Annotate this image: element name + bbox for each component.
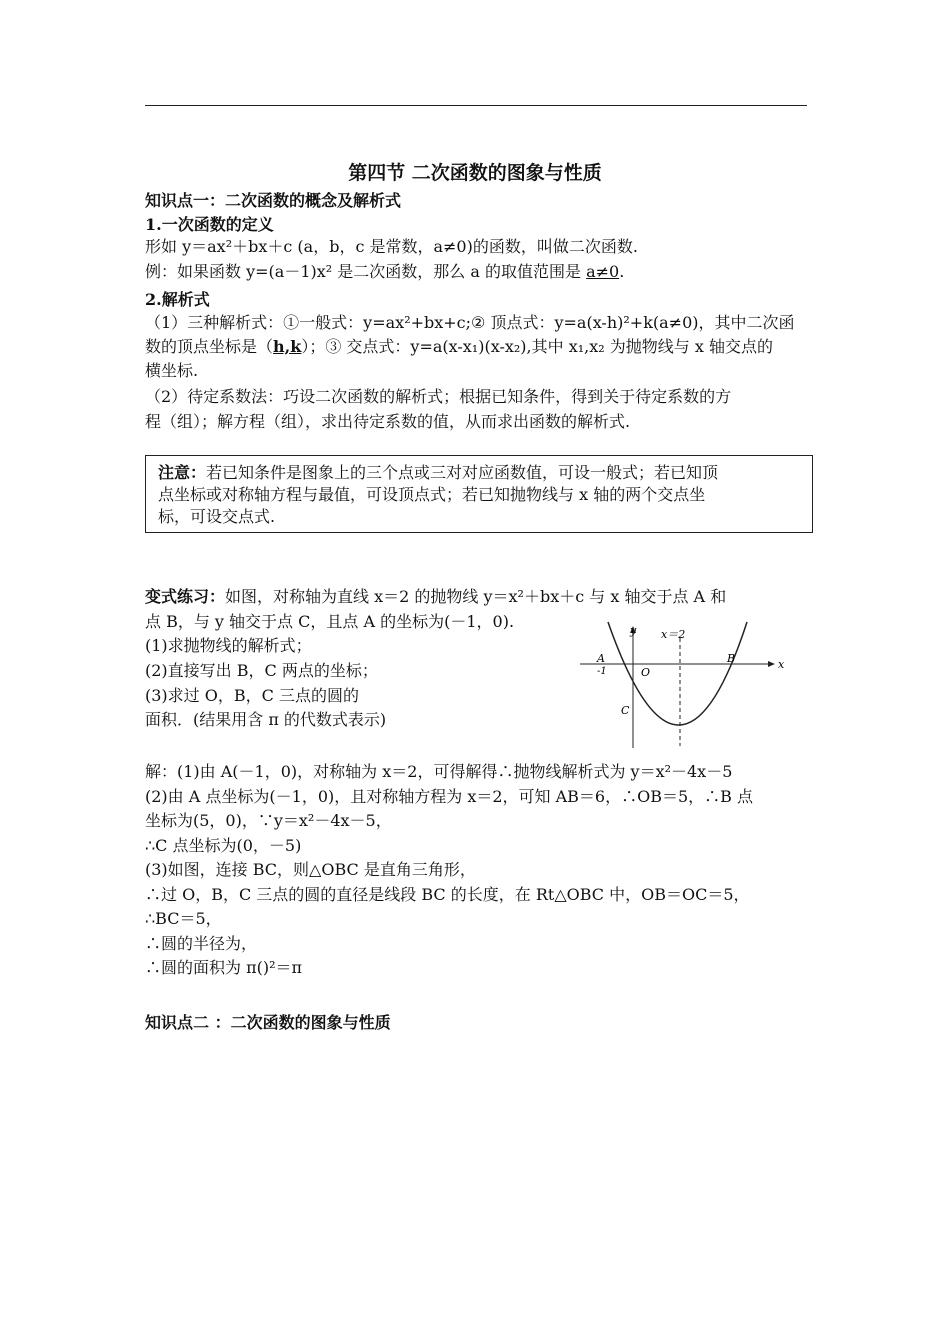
definition-heading: 1.一次函数的定义	[145, 215, 274, 234]
origin-label: O	[641, 666, 651, 679]
analytic-line-3: 横坐标.	[145, 361, 199, 380]
solution-1: 解：(1)由 A(－1，0)，对称轴为 x＝2，可得解得∴抛物线解析式为 y＝x²－4x－5	[145, 762, 733, 781]
solution-2: (2)由 A 点坐标为(－1，0)，且对称轴方程为 x＝2，可知 AB＝6，∴OB＝5，∴B 点	[145, 787, 754, 806]
y-axis-label: y	[630, 624, 637, 637]
question-1: (1)求抛物线的解析式；	[145, 636, 312, 655]
analytic-line-1: （1）三种解析式：①一般式：y=ax²+bx+c;② 顶点式：y=a(x-h)²+k(a≠0)，其中二次函	[145, 313, 795, 332]
vertex-hk: h,k	[273, 337, 302, 356]
example-line	[145, 260, 624, 284]
header-rule	[145, 105, 807, 106]
analytic-line-2	[145, 335, 773, 359]
question-3: (3)求过 O，B，C 三点的圆的	[145, 686, 359, 705]
solution-4: ∴C 点坐标为(0，－5)	[145, 836, 302, 855]
analytic-line-2-prefix: 数的顶点坐标是（	[145, 337, 274, 356]
point-c-label: C	[621, 704, 630, 717]
solution-9: ∴圆的面积为 π()²＝π	[145, 958, 303, 977]
analytic-heading: 2.解析式	[145, 290, 210, 309]
example-answer: a≠0	[586, 262, 620, 281]
parabola-figure	[575, 618, 787, 750]
solution-5: (3)如图，连接 BC，则△OBC 是直角三角形，	[145, 860, 476, 879]
note-box	[145, 455, 813, 533]
analytic-line-4: （2）待定系数法：巧设二次函数的解析式；根据已知条件，得到关于待定系数的方	[145, 387, 732, 406]
question-3-cont: 面积．(结果用含 π 的代数式表示)	[145, 710, 387, 729]
analytic-line-2-suffix: ）；③ 交点式：y=a(x-x₁)(x-x₂),其中 x₁,x₂ 为抛物线与 x 轴交点的	[301, 337, 773, 356]
analytic-line-5: 程（组）；解方程（组），求出待定系数的值，从而求出函数的解析式.	[145, 412, 631, 431]
kp1-heading: 知识点一：二次函数的概念及解析式	[145, 191, 402, 210]
solution-6: ∴过 O，B，C 三点的圆的直径是线段 BC 的长度，在 Rt△OBC 中，OB＝OC＝5，	[145, 885, 750, 904]
point-b-label: B	[727, 652, 736, 665]
note-line-1	[158, 462, 718, 484]
example-prefix: 例：如果函数 y=(a－1)x² 是二次函数，那么 a 的取值范围是	[145, 262, 587, 281]
exercise-text-1: 如图，对称轴为直线 x＝2 的抛物线 y＝x²＋bx＋c 与 x 轴交于点 A 和	[225, 587, 727, 606]
kp2-heading: 知识点二 ：二次函数的图象与性质	[145, 1013, 391, 1032]
solution-3: 坐标为(5，0)，∵y＝x²－4x－5，	[145, 811, 392, 830]
question-2: (2)直接写出 B，C 两点的坐标；	[145, 661, 378, 680]
x-axis-label: x	[778, 658, 785, 671]
exercise-label: 变式练习：	[145, 587, 226, 606]
note-label: 注意：	[158, 463, 207, 482]
symmetry-label: x＝2	[661, 628, 686, 641]
exercise-line-2: 点 B，与 y 轴交于点 C，且点 A 的坐标为(－1，0).	[145, 612, 515, 631]
solution-8: ∴圆的半径为，	[145, 934, 258, 953]
definition-text: 形如 y＝ax²＋bx＋c (a，b，c 是常数，a≠0)的函数，叫做二次函数.	[145, 237, 638, 256]
x-axis-arrow	[768, 661, 775, 667]
example-suffix: .	[619, 262, 625, 281]
note-text-1: 若已知条件是图象上的三个点或三对对应函数值，可设一般式；若已知顶	[206, 463, 719, 482]
parabola-svg	[575, 618, 787, 750]
exercise-line-1	[145, 585, 726, 609]
solution-7: ∴BC＝5，	[145, 909, 222, 928]
point-a-label: A	[597, 652, 605, 665]
page-title: 第四节 二次函数的图象与性质	[348, 162, 602, 184]
minus-one-label: -1	[597, 666, 607, 677]
note-line-3: 标，可设交点式.	[158, 507, 276, 526]
note-line-2: 点坐标或对称轴方程与最值，可设顶点式；若已知抛物线与 x 轴的两个交点坐	[158, 485, 706, 504]
